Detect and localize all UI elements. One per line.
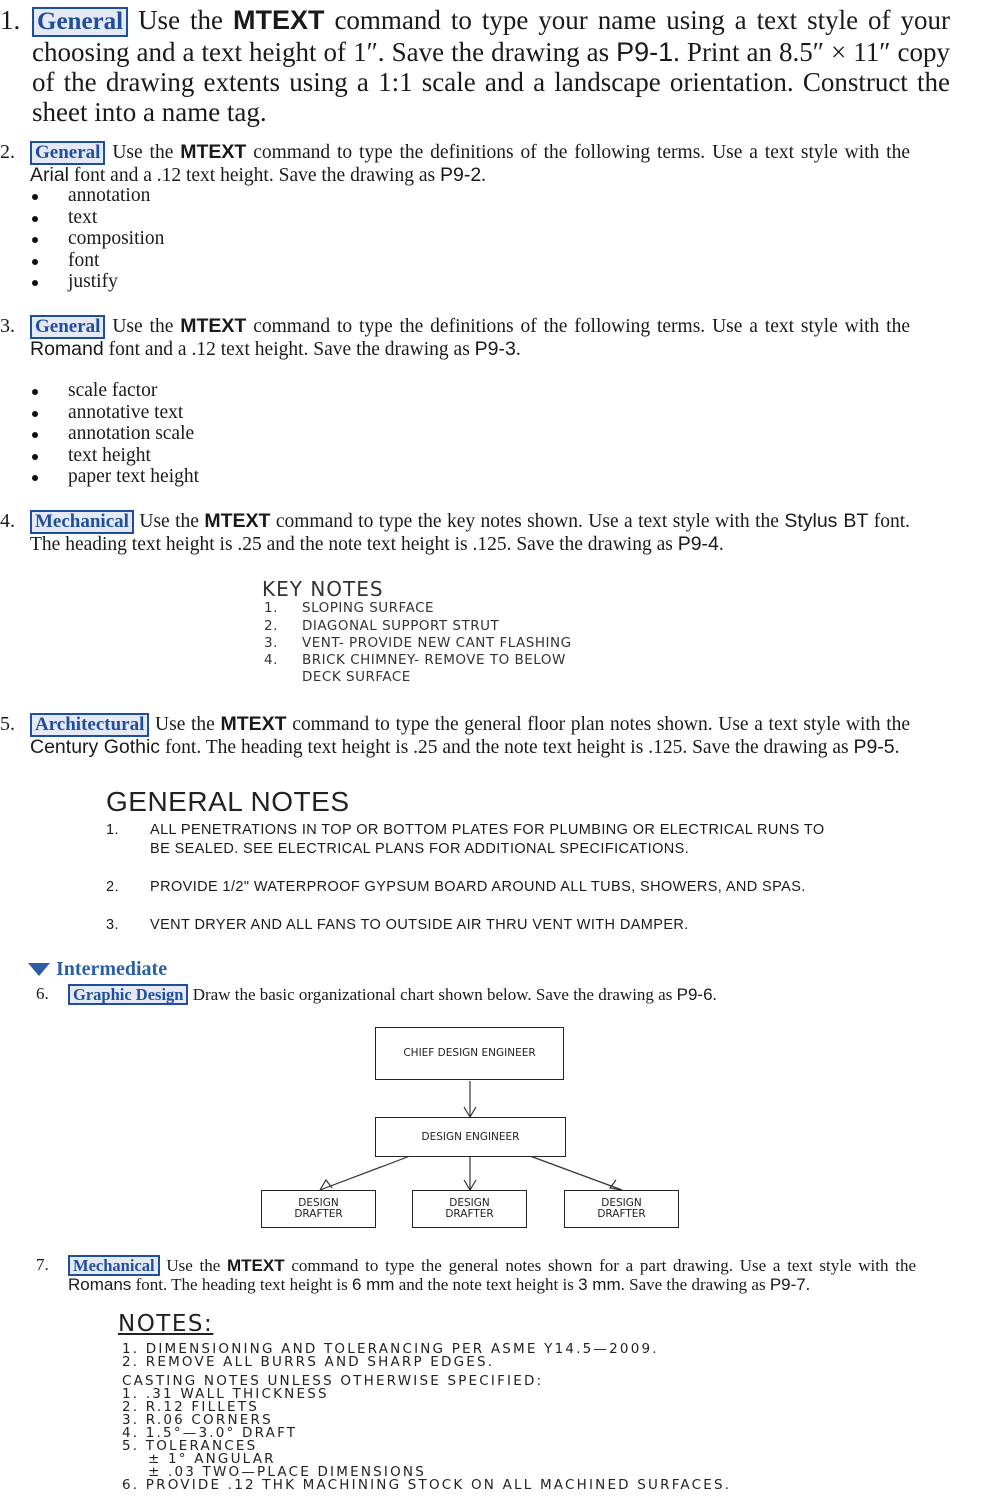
org-box-drafter: DESIGN DRAFTER	[564, 1190, 679, 1228]
triangle-down-icon	[28, 963, 50, 977]
list-item: annotation scale	[30, 423, 199, 445]
org-box-drafter: DESIGN DRAFTER	[261, 1190, 376, 1228]
problem-6-number: 6.	[36, 984, 49, 1003]
problem-3-terms	[30, 380, 199, 488]
problem-2-terms	[30, 185, 164, 293]
note-line: 3. R.06 CORNERS	[122, 1412, 273, 1428]
list-item: paper text height	[30, 466, 199, 488]
list-item: text	[30, 207, 164, 229]
problem-4-text: Mechanical Use the MTEXT command to type the key notes shown. Use a text style with the Stylus BT font. The heading text height is .25 and the note text height is .125. Save the drawing as P9-4.	[30, 510, 911, 555]
general-notes-heading: GENERAL NOTES	[106, 786, 350, 817]
note-line: ± .03 TWO—PLACE DIMENSIONS	[122, 1464, 426, 1480]
command-name: MTEXT	[180, 315, 247, 337]
org-box-chief: CHIEF DESIGN ENGINEER	[375, 1027, 564, 1080]
problem-4-tag: Mechanical	[30, 510, 134, 534]
command-name: MTEXT	[204, 510, 271, 532]
problem-1-tag: General	[32, 7, 128, 37]
note-line: ± 1° ANGULAR	[122, 1451, 276, 1467]
problem-5-text: Architectural Use the MTEXT command to type the general floor plan notes shown. Use a text style with the Century Gothic font. The heading text height is .25 and the note text height is .125. Save the drawing as P9-5.	[30, 713, 911, 758]
list-item: font	[30, 250, 164, 272]
note-line: 2. REMOVE ALL BURRS AND SHARP EDGES.	[122, 1354, 495, 1370]
section-heading: Intermediate	[28, 958, 167, 981]
file-name: P9-1	[616, 37, 674, 68]
key-notes-heading: KEY NOTES	[262, 577, 384, 601]
problem-1-text: General Use the MTEXT command to type your name using a text style of your choosing and a text height of 1″. Save the drawing as P9-1. Print an 8.5″ × 11″ copy of the drawing extents using a 1:1 scale and a landscape orientation. Construct the sheet into a name tag.	[32, 5, 951, 128]
key-note-row: DECK SURFACE	[302, 669, 411, 685]
problem-6-text: Graphic Design Draw the basic organizational chart shown below. Save the drawing as P9-6.	[68, 984, 916, 1005]
problem-3-number: 3.	[0, 315, 15, 337]
list-item: text height	[30, 445, 199, 467]
font-name: Romans	[68, 1275, 132, 1295]
key-note-row: 4. BRICK CHIMNEY- REMOVE TO BELOW	[264, 652, 566, 668]
key-note-row: 2. DIAGONAL SUPPORT STRUT	[264, 618, 500, 634]
problem-3-text: General Use the MTEXT command to type the definitions of the following terms. Use a text style with the Romand font and a .12 text height. Save the drawing as P9-3.	[30, 315, 910, 360]
command-name: MTEXT	[232, 5, 325, 35]
problem-7-text: Mechanical Use the MTEXT command to type the general notes shown for a part drawing. Use a text style with the Romans font. The heading text height is 6 mm and the note text height is 3 mm. Save the drawing as P9-7.	[68, 1256, 916, 1295]
problem-5-number: 5.	[0, 713, 15, 735]
problem-2-number: 2.	[0, 141, 15, 163]
font-name: Romand	[30, 337, 104, 360]
key-note-row: 1. SLOPING SURFACE	[264, 600, 435, 616]
note-line: 6. PROVIDE .12 THK MACHINING STOCK ON ALL MACHINED SURFACES.	[122, 1477, 732, 1493]
command-name: MTEXT	[227, 1256, 285, 1275]
problem-1-number: 1.	[0, 5, 21, 35]
font-name: Arial	[30, 163, 70, 186]
problem-7-tag: Mechanical	[68, 1255, 160, 1276]
problem-2-tag: General	[30, 141, 105, 165]
file-name: P9-6	[676, 985, 713, 1004]
list-item: composition	[30, 228, 164, 250]
font-name: Century Gothic	[30, 735, 161, 758]
list-item: annotation	[30, 185, 164, 207]
org-box-engineer: DESIGN ENGINEER	[375, 1117, 566, 1157]
notes-heading: NOTES:	[118, 1311, 214, 1337]
note-line: 4. 1.5°—3.0° DRAFT	[122, 1425, 298, 1441]
problem-3-tag: General	[30, 315, 105, 339]
org-box-drafter: DESIGN DRAFTER	[412, 1190, 527, 1228]
problem-4-number: 4.	[0, 510, 15, 532]
note-line: 2. R.12 FILLETS	[122, 1399, 259, 1415]
command-name: MTEXT	[180, 141, 247, 163]
file-name: P9-2	[439, 163, 482, 186]
list-item: justify	[30, 271, 164, 293]
command-name: MTEXT	[220, 713, 287, 735]
note-line: 1. .31 WALL THICKNESS	[122, 1386, 329, 1402]
problem-7-number: 7.	[36, 1255, 49, 1274]
problem-5-tag: Architectural	[30, 713, 149, 737]
key-note-row: 3. VENT- PROVIDE NEW CANT FLASHING	[264, 635, 572, 651]
list-item: annotative text	[30, 402, 199, 424]
note-line: 5. TOLERANCES	[122, 1438, 258, 1454]
file-name: P9-3	[474, 337, 516, 360]
problem-2-text: General Use the MTEXT command to type the definitions of the following terms. Use a text style with the Arial font and a .12 text height. Save the drawing as P9-2.	[30, 141, 910, 186]
font-name: Stylus BT	[784, 510, 869, 532]
file-name: P9-7	[769, 1275, 806, 1295]
note-line: 1. DIMENSIONING AND TOLERANCING PER ASME Y14.5—2009.	[122, 1341, 659, 1357]
file-name: P9-5	[853, 735, 895, 758]
list-item: scale factor	[30, 380, 199, 402]
problem-6-tag: Graphic Design	[68, 984, 188, 1005]
note-line: CASTING NOTES UNLESS OTHERWISE SPECIFIED:	[122, 1373, 544, 1389]
file-name: P9-4	[677, 532, 719, 555]
